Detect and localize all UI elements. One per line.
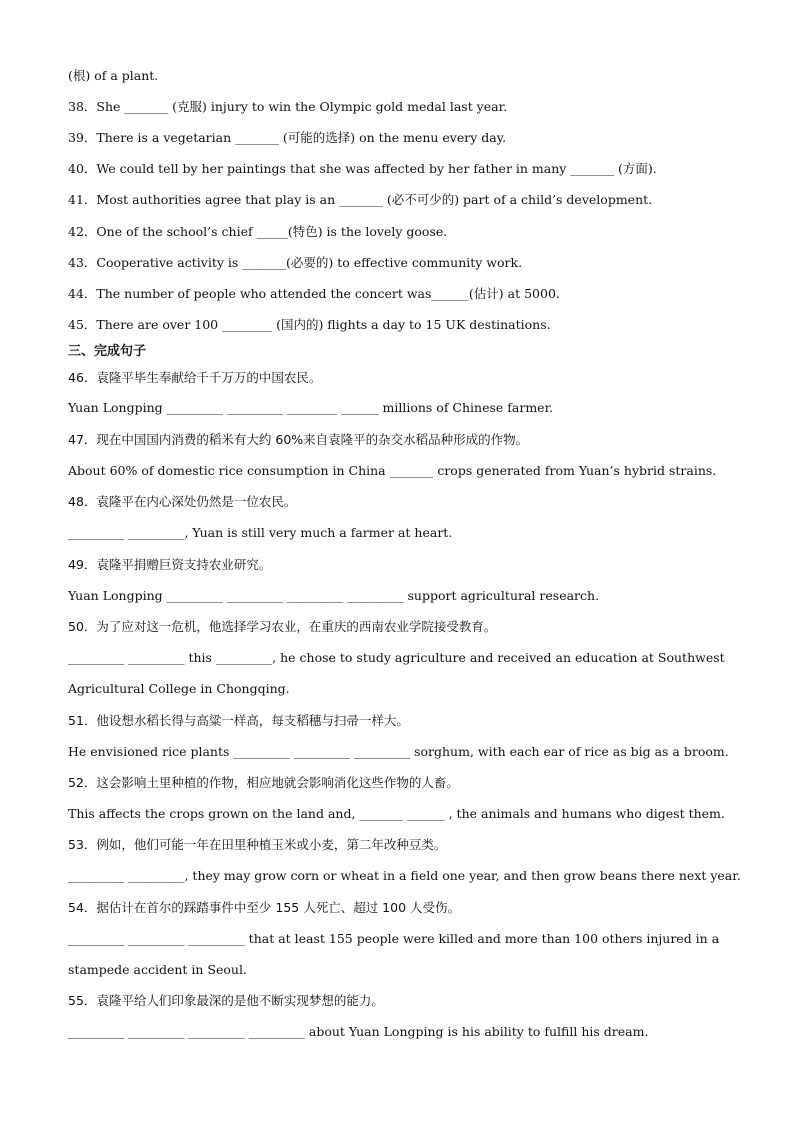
question-47-english: About 60% of domestic rice consumption in China _______ crops generated from Yuan’s hybrid strains. — [68, 463, 717, 478]
question-53-chinese: 53．例如，他们可能一年在田里种植玉米或小麦，第二年改种豆类。 — [68, 837, 447, 852]
question-41: 41．Most authorities agree that play is an _______ (必不可少的) part of a child’s development. — [68, 192, 653, 207]
question-50-english-line2: Agricultural College in Chongqing. — [68, 681, 290, 696]
question-51-english: He envisioned rice plants _________ _________ _________ sorghum, with each ear of rice as big as a broom. — [68, 744, 729, 759]
question-50-english-line1: _________ _________ this _________, he chose to study agriculture and received an education at Southwest — [68, 650, 725, 665]
question-54-english-line1: _________ _________ _________ that at least 155 people were killed and more than 100 others injured in a — [68, 931, 720, 946]
question-54-chinese: 54．据估计在首尔的踩踏事件中至少 155 人死亡、超过 100 人受伤。 — [68, 900, 461, 915]
question-39: 39．There is a vegetarian _______ (可能的选择) on the menu every day. — [68, 130, 507, 145]
question-45: 45．There are over 100 ________ (国内的) flights a day to 15 UK destinations. — [68, 317, 551, 332]
question-43: 43．Cooperative activity is _______(必要的) to effective community work. — [68, 255, 523, 270]
question-47-chinese: 47．现在中国国内消费的稻米有大约 60%来自袁隆平的杂交水稻品种形成的作物。 — [68, 432, 529, 447]
question-51-chinese: 51．他设想水稻长得与高粱一样高，每支稻穗与扫帚一样大。 — [68, 713, 409, 728]
question-53-english: _________ _________, they may grow corn or wheat in a field one year, and then grow beans there next year. — [68, 868, 741, 883]
question-40: 40．We could tell by her paintings that she was affected by her father in many _______ (方面). — [68, 161, 657, 176]
question-54-english-line2: stampede accident in Seoul. — [68, 962, 247, 977]
question-46-chinese: 46．袁隆平毕生奉献给千千万万的中国农民。 — [68, 370, 322, 385]
vocab-line-root: (根) of a plant. — [68, 68, 159, 83]
question-49-english: Yuan Longping _________ _________ _________ _________ support agricultural research. — [68, 588, 600, 603]
question-55-chinese: 55．袁隆平给人们印象最深的是他不断实现梦想的能力。 — [68, 993, 384, 1008]
question-55-english: _________ _________ _________ _________ about Yuan Longping is his ability to fulfill his dream. — [68, 1024, 649, 1039]
question-49-chinese: 49．袁隆平捐赠巨资支持农业研究。 — [68, 557, 272, 572]
question-50-chinese: 50．为了应对这一危机，他选择学习农业，在重庆的西南农业学院接受教育。 — [68, 619, 497, 634]
question-38: 38．She _______ (克服) injury to win the Olympic gold medal last year. — [68, 99, 508, 114]
question-46-english: Yuan Longping _________ _________ ________ ______ millions of Chinese farmer. — [68, 400, 554, 415]
question-44: 44．The number of people who attended the concert was______(估计) at 5000. — [68, 286, 560, 301]
question-48-chinese: 48．袁隆平在内心深处仍然是一位农民。 — [68, 494, 297, 509]
question-48-english: _________ _________, Yuan is still very much a farmer at heart. — [68, 525, 453, 540]
question-52-chinese: 52．这会影响土里种植的作物，相应地就会影响消化这些作物的人畜。 — [68, 775, 459, 790]
question-42: 42．One of the school’s chief _____(特色) is the lovely goose. — [68, 224, 448, 239]
section-title: 三、完成句子 — [68, 344, 147, 359]
question-52-english: This affects the crops grown on the land and, _______ ______ , the animals and humans who digest them. — [68, 806, 725, 821]
